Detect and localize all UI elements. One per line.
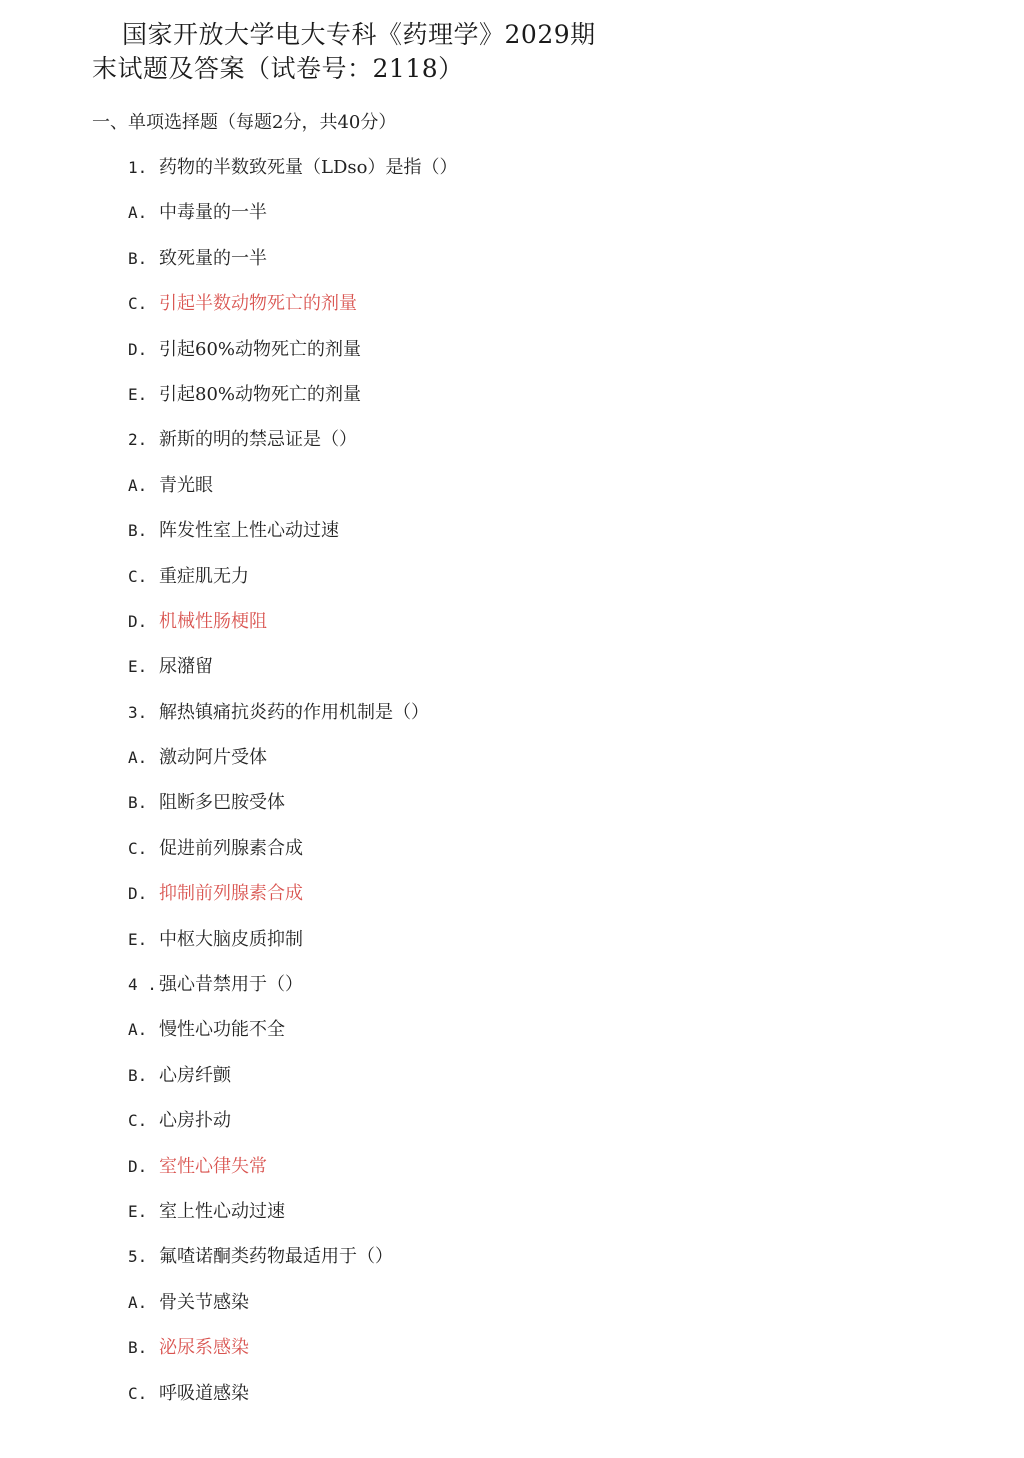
item-label: D.	[128, 339, 148, 359]
item-label: D.	[128, 611, 148, 631]
item-text: 氟喳诺酮类药物最适用于（）	[159, 1246, 393, 1268]
option-item	[128, 1382, 457, 1427]
option-item	[128, 519, 457, 564]
item-label: C.	[128, 294, 148, 314]
item-text: 解热镇痛抗炎药的作用机制是（）	[159, 701, 429, 723]
item-label: D.	[128, 884, 148, 904]
item-label: E.	[128, 1201, 148, 1221]
item-label: C.	[128, 1383, 148, 1403]
question-item	[128, 1245, 457, 1290]
option-item	[128, 1064, 457, 1109]
item-text: 心房扑动	[159, 1110, 231, 1132]
option-item	[128, 655, 457, 700]
item-text: 心房纤颤	[159, 1064, 231, 1086]
item-label: B.	[128, 1065, 148, 1085]
item-text: 引起60%动物死亡的剂量	[159, 338, 362, 360]
option-item	[128, 474, 457, 519]
item-label: 5.	[128, 1247, 148, 1267]
item-text: 重症肌无力	[159, 565, 249, 587]
item-label: 4 .	[128, 975, 157, 995]
option-item	[128, 565, 457, 610]
item-label: 2.	[128, 430, 148, 450]
option-item	[128, 247, 457, 292]
item-label: A.	[128, 203, 148, 223]
item-text: 新斯的明的禁忌证是（）	[159, 429, 357, 451]
section-heading: 一、单项选择题（每题2分，共40分）	[92, 112, 397, 133]
item-label: A.	[128, 1020, 148, 1040]
title-line-2: 末试题及答案（试卷号：2118）	[92, 54, 464, 83]
item-text: 机械性肠梗阻	[159, 610, 267, 632]
item-label: 3.	[128, 702, 148, 722]
item-label: B.	[128, 1338, 148, 1358]
item-text: 药物的半数致死量（LDso）是指（）	[159, 157, 458, 178]
question-item	[128, 156, 457, 201]
item-text: 阵发性室上性心动过速	[159, 520, 339, 542]
item-text: 致死量的一半	[159, 247, 267, 269]
item-label: E.	[128, 929, 148, 949]
item-label: E.	[128, 384, 148, 404]
item-text: 阻断多巴胺受体	[159, 792, 285, 814]
option-item	[128, 1109, 457, 1154]
item-label: A.	[128, 475, 148, 495]
item-text: 骨关节感染	[159, 1291, 249, 1313]
question-item	[128, 428, 457, 473]
document-title	[92, 18, 596, 86]
option-item	[128, 746, 457, 791]
item-text: 泌尿系感染	[159, 1337, 249, 1359]
item-label: B.	[128, 793, 148, 813]
item-label: B.	[128, 521, 148, 541]
item-label: E.	[128, 657, 148, 677]
option-item	[128, 201, 457, 246]
item-label: B.	[128, 248, 148, 268]
title-line-1: 国家开放大学电大专科《药理学》2029期	[122, 20, 596, 49]
option-item	[128, 383, 457, 428]
item-text: 室上性心动过速	[159, 1200, 285, 1222]
item-text: 引起80%动物死亡的剂量	[159, 383, 362, 405]
option-item	[128, 791, 457, 836]
item-text: 慢性心功能不全	[159, 1019, 285, 1041]
option-item	[128, 837, 457, 882]
item-label: C.	[128, 838, 148, 858]
item-text: 室性心律失常	[159, 1155, 267, 1177]
answer-option	[128, 1155, 457, 1200]
item-label: C.	[128, 1111, 148, 1131]
item-label: 1.	[128, 158, 148, 177]
item-text: 引起半数动物死亡的剂量	[159, 293, 357, 315]
option-item	[128, 1291, 457, 1336]
option-item	[128, 338, 457, 383]
item-text: 呼吸道感染	[159, 1382, 249, 1404]
item-label: C.	[128, 566, 148, 586]
option-item	[128, 1200, 457, 1245]
item-text: 尿潴留	[159, 656, 213, 678]
answer-option	[128, 882, 457, 927]
item-text: 强心昔禁用于（）	[159, 974, 303, 996]
question-list	[128, 156, 457, 1427]
item-label: A.	[128, 1292, 148, 1312]
question-item	[128, 701, 457, 746]
item-text: 中枢大脑皮质抑制	[159, 928, 303, 950]
item-label: A.	[128, 748, 148, 768]
item-text: 抑制前列腺素合成	[159, 883, 303, 905]
item-text: 青光眼	[159, 474, 213, 496]
answer-option	[128, 1336, 457, 1381]
option-item	[128, 928, 457, 973]
question-item	[128, 973, 457, 1018]
answer-option	[128, 292, 457, 337]
answer-option	[128, 610, 457, 655]
item-text: 促进前列腺素合成	[159, 837, 303, 859]
item-text: 激动阿片受体	[159, 747, 267, 769]
option-item	[128, 1018, 457, 1063]
item-text: 中毒量的一半	[159, 202, 267, 224]
item-label: D.	[128, 1156, 148, 1176]
